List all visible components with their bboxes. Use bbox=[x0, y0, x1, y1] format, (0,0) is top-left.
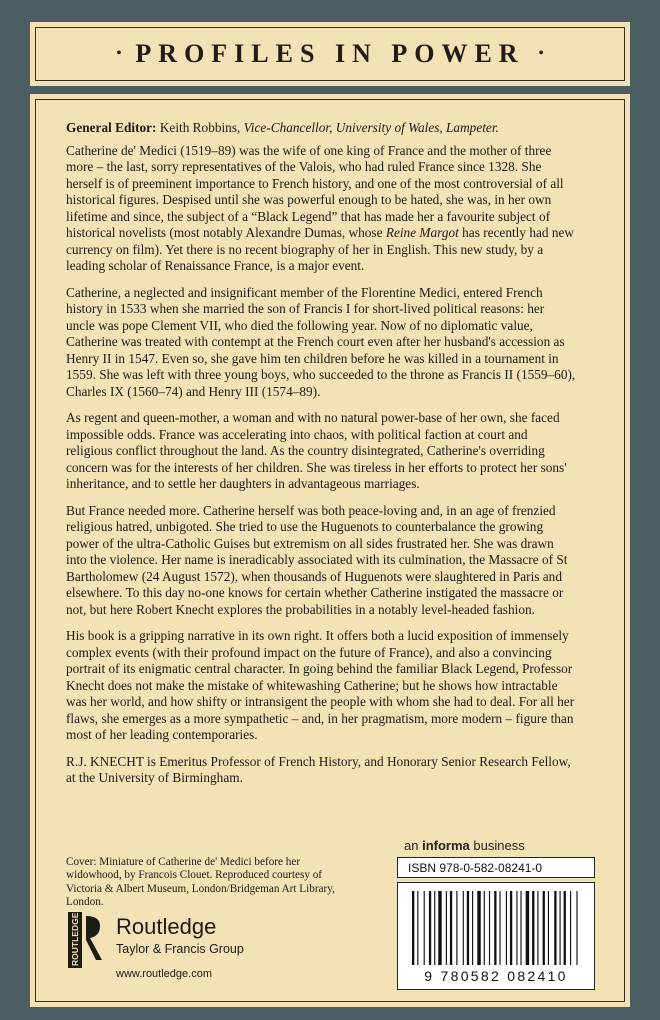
barcode-bar bbox=[543, 891, 545, 965]
barcode-bar bbox=[526, 891, 529, 965]
barcode-bar bbox=[446, 891, 447, 965]
series-title-text: PROFILES IN POWER bbox=[135, 39, 525, 68]
back-cover-panel bbox=[30, 94, 630, 1007]
barcode-bar bbox=[412, 891, 414, 965]
novel-title: Reine Margot bbox=[385, 225, 459, 240]
publisher-website[interactable]: www.routledge.com bbox=[116, 968, 212, 980]
barcode-bar bbox=[484, 891, 485, 965]
publisher-group: Taylor & Francis Group bbox=[116, 942, 244, 956]
barcode-bar bbox=[564, 891, 566, 965]
cover-credit: Cover: Miniature of Catherine de' Medici before her widowhood, by Francois Clouet. Reproduced courtesy of Victoria & Albert Museum, London/Bridgeman Art Library, London. bbox=[66, 856, 335, 909]
author-bio: R.J. KNECHT is Emeritus Professor of French History, and Honorary Senior Research Fellow, at the University of Birmingham. bbox=[66, 753, 571, 785]
blurb-paragraph-4: But France needed more. Catherine herself was both peace-loving and, in an age of frenzied religious hatred, unbigoted. She tried to use the Huguenots to counterbalance the growing power of the ultra-Catholic Guises but extremism on all sides frustrated her. She was drawn into the violence. Her name is ineradicably associated with its culmination, the Massacre of St Bartholomew (24 August 1572), when thousands of Huguenots were slaughtered in Paris and elsewhere. To this day no-one knows for certain whether Catherine instigated the massacre or not, but here Robert Knecht explores the probabilities in a notably level-headed fashion. bbox=[66, 502, 568, 617]
series-header-panel bbox=[30, 22, 630, 86]
informa-business-tag bbox=[404, 838, 525, 853]
series-header-frame bbox=[35, 27, 625, 81]
editor-role: Vice-Chancellor, University of Wales, Lampeter. bbox=[243, 120, 499, 135]
barcode-digits: 9 780582 082410 bbox=[424, 968, 568, 984]
blurb bbox=[66, 120, 576, 793]
blurb-paragraph-1: Catherine de' Medici (1519–89) was the wife of one king of France and the mother of three more – the last, sorry representatives of the Valois, who had ruled France since 1328. She herself is of preeminent importance to French history, and one of the most controversial of all historical figures. Despised until she was powerful enough to be hated, she was, in her own lifetime and since, the subject of a “Black Legend” that has made her a favourite subject of historical novelists (most notably Alexandre Dumas, whose Reine Margot has recently had new currency on film). Yet there is no recent biography of her in English. This new study, by a leading scholar of Renaissance France, is a major event. bbox=[66, 142, 575, 273]
publisher-block bbox=[66, 910, 244, 970]
informa-suffix: business bbox=[473, 838, 525, 853]
barcode-bar bbox=[554, 891, 556, 965]
barcode-bar bbox=[489, 891, 490, 965]
series-title bbox=[117, 39, 544, 69]
barcode-bar bbox=[463, 891, 464, 965]
blurb-paragraph-3: As regent and queen-mother, a woman and with no natural power-base of her own, she faced impossible odds. France was accelerating into chaos, with political faction at court and religious conflict throughout the land. As the country disintegrated, Catherine's overriding concern was for the interests of her children. She was tireless in her efforts to protect her sons' inheritance, and to settle her daughters in advantageous marriages. bbox=[66, 410, 567, 491]
barcode-bar bbox=[429, 891, 431, 965]
barcode-bar bbox=[450, 891, 452, 965]
general-editor-line bbox=[66, 120, 576, 137]
barcode-bar bbox=[506, 891, 507, 965]
barcode-bar bbox=[477, 891, 480, 965]
barcode-bars bbox=[398, 883, 596, 969]
barcode-bar bbox=[467, 891, 469, 965]
publisher-name: Routledge bbox=[116, 914, 217, 939]
barcode-bar bbox=[548, 891, 549, 965]
barcode-bar bbox=[520, 891, 521, 965]
routledge-vertical-mark: ROUTLEDGE bbox=[70, 912, 80, 966]
barcode-bar bbox=[417, 891, 418, 965]
barcode-bar bbox=[576, 891, 577, 965]
barcode-bar bbox=[456, 891, 457, 965]
barcode-bar bbox=[494, 891, 496, 965]
editor-name: Keith Robbins, bbox=[159, 120, 241, 135]
blurb-paragraph-5: His book is a gripping narrative in its own right. It offers both a lucid exposition of immensely complex events (with their profound impact on the future of France), and also a convincing portrait of its enigmatic central character. In going behind the familiar Black Legend, Professor Knecht does not make the mistake of whitewashing Catherine; but he shows how intractable was her world, and how shifty or intransigent the people with whom she had to deal. For all her flaws, she emerges as a more sympathetic – and, in her pragmatism, more modern – figure than most of her leading contemporaries. bbox=[66, 628, 575, 742]
barcode-bar bbox=[499, 891, 500, 965]
barcode-bar bbox=[434, 891, 435, 965]
barcode bbox=[397, 882, 595, 990]
routledge-logo-icon bbox=[66, 910, 108, 970]
isbn-label: ISBN 978-0-582-08241-0 bbox=[397, 857, 595, 878]
barcode-bar bbox=[516, 891, 517, 965]
editor-label: General Editor: bbox=[66, 120, 157, 135]
barcode-bar bbox=[510, 891, 512, 965]
barcode-bar bbox=[472, 891, 473, 965]
barcode-bar bbox=[537, 891, 538, 965]
publisher-text bbox=[116, 910, 244, 956]
informa-brand: informa bbox=[422, 838, 470, 853]
blurb-paragraph-2: Catherine, a neglected and insignificant member of the Florentine Medici, entered French history in 1533 when she married the son of Francis I for short-lived political reasons: her uncle was pope Clement VII, who died the following year. Now of no diplomatic value, Catherine was treated with contempt at the French court even after her husband's accession as Henry II in 1547. Even so, she gave him ten children before he was killed in a tournament in 1559. She was left with three young boys, who succeeded to the throne as Francis II (1559–60), Charles IX (1560–74) and Henry III (1574–89). bbox=[66, 284, 576, 399]
barcode-bar bbox=[438, 891, 441, 965]
header-dot-left: • bbox=[116, 46, 122, 61]
barcode-bar bbox=[570, 891, 571, 965]
barcode-bar bbox=[560, 891, 561, 965]
header-dot-right: • bbox=[538, 46, 544, 61]
barcode-bar bbox=[424, 891, 425, 965]
informa-prefix: an bbox=[404, 838, 419, 853]
barcode-bar bbox=[532, 891, 534, 965]
